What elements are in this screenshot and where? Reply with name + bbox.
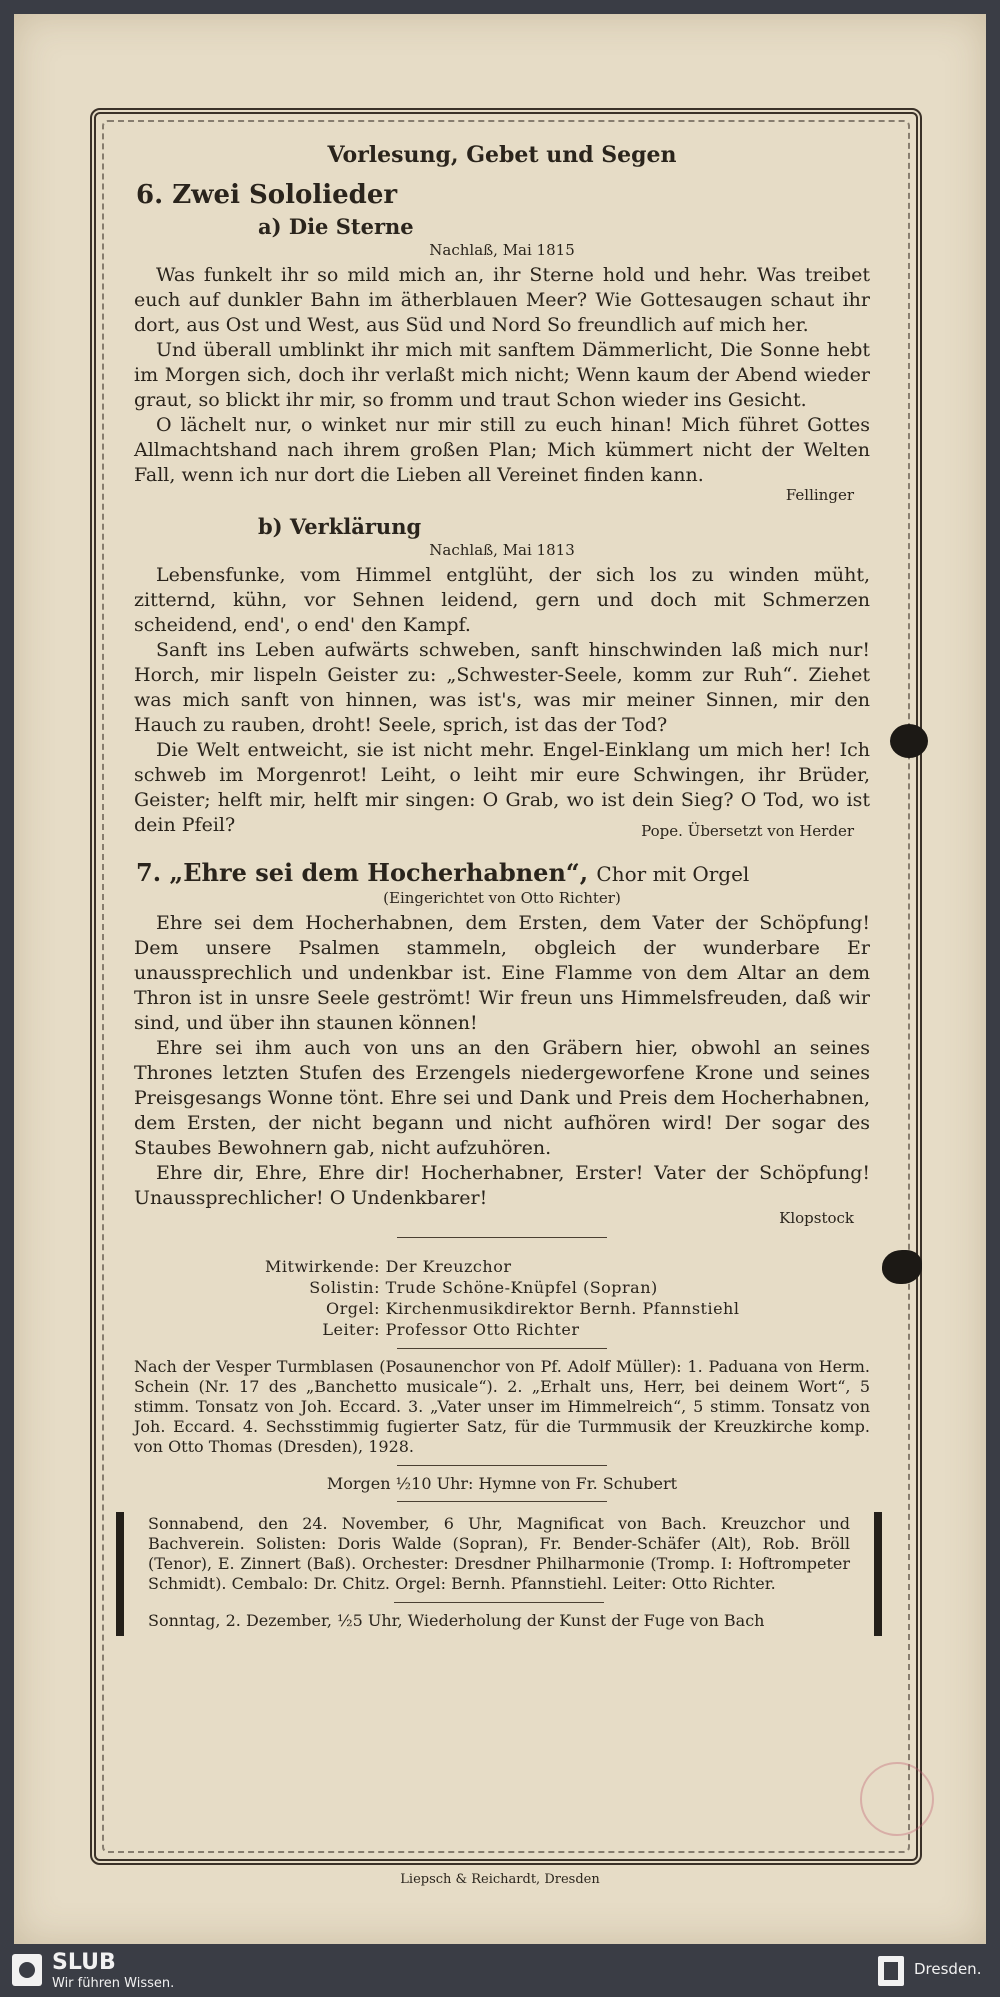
- song-a-note: Nachlaß, Mai 1815: [429, 241, 575, 259]
- divider: [394, 1602, 604, 1603]
- divider: [397, 1237, 607, 1238]
- credit-row: [210, 1256, 870, 1277]
- verse-stanza: Und überall umblinkt ihr mich mit sanftem Dämmerlicht, Die Sonne hebt im Morgen sich, doch ihr verlaßt mich nicht; Wenn kaum der Abend wieder graut, so blickt ihr mir, so fromm und traut Schon wieder ins Gesicht.: [134, 339, 870, 411]
- credits-list: [210, 1256, 870, 1340]
- credit-label: Mitwirkende:: [265, 1257, 380, 1276]
- song-a-author: Fellinger: [785, 486, 854, 504]
- song-b-title: b) Verklärung: [258, 514, 422, 539]
- section6-title: 6. Zwei Sololieder: [136, 180, 398, 210]
- credit-label: Solistin:: [309, 1278, 380, 1297]
- divider: [397, 1501, 607, 1502]
- city-crest-icon[interactable]: [878, 1956, 904, 1986]
- credit-row: [210, 1298, 870, 1319]
- credit-label: Leiter:: [322, 1320, 380, 1339]
- viewer-footer: [0, 1946, 1000, 1997]
- divider: [397, 1465, 607, 1466]
- ink-stain: [882, 1250, 922, 1284]
- section7-note: (Eingerichtet von Otto Richter): [383, 889, 621, 907]
- verse-stanza: O lächelt nur, o winket nur mir still zu euch hinan! Mich führet Gottes Allmachtshand nach ihrem großen Plan; Mich kümmert nicht der Welten Fall, wenn ich nur dort die Lieben all Vereinet finden kann.: [134, 414, 870, 486]
- credit-value: Trude Schöne-Knüpfel (Sopran): [385, 1278, 658, 1297]
- song-b-text: [134, 563, 870, 838]
- vesper-note: Nach der Vesper Turmblasen (Posaunenchor von Pf. Adolf Müller): 1. Paduana von Herm. Schein (Nr. 17 des „Banchetto musicale“). 2. „Erhalt uns, Herr, bei deinem Wort“, 5 stimm. Tonsatz von Joh. Eccard. 3. „Vater unser im Himmelreich“, 5 stimm. Tonsatz von Joh. Eccard. 4. Sechsstimmig fugierter Satz, für die Turmmusik der Kreuzkirche komp. von Otto Thomas (Dresden), 1928.: [134, 1357, 870, 1456]
- section7-title: [136, 858, 870, 887]
- credit-value: Der Kreuzchor: [385, 1257, 512, 1276]
- footer-brand[interactable]: SLUB: [52, 1950, 116, 1975]
- printer-credit: Liepsch & Reichardt, Dresden: [400, 1872, 600, 1887]
- song-a-text: [134, 263, 870, 488]
- section7-author: Klopstock: [779, 1209, 854, 1227]
- library-stamp: [860, 1762, 934, 1836]
- song-a-title: a) Die Sterne: [258, 214, 414, 239]
- tomorrow-note: Morgen ½10 Uhr: Hymne von Fr. Schubert: [326, 1474, 678, 1493]
- slub-logo-icon[interactable]: [12, 1954, 42, 1986]
- section7-title-main: 7. „Ehre sei dem Hocherhabnen“,: [136, 858, 589, 887]
- verse-stanza: Ehre dir, Ehre, Ehre dir! Hocherhabner, Erster! Vater der Schöpfung! Unaussprechlicher! O Undenkbarer!: [134, 1162, 870, 1209]
- program-content: [134, 132, 870, 1636]
- song-b-note: Nachlaß, Mai 1813: [429, 541, 575, 559]
- saturday-announcement: Sonnabend, den 24. November, 6 Uhr, Magnificat von Bach. Kreuzchor und Bachverein. Solisten: Doris Walde (Sopran), Fr. Bender-Schäfer (Alt), Rob. Bröll (Tenor), E. Zinnert (Baß). Orchester: Dresdner Philharmonie (Tromp. I: Hoftrompeter Schmidt). Cembalo: Dr. Chitz. Orgel: Bernh. Pfannstiehl. Leiter: Otto Richter.: [148, 1514, 850, 1593]
- credit-label: Orgel:: [326, 1299, 380, 1318]
- verse-stanza: Lebensfunke, vom Himmel entglüht, der sich los zu winden müht, zitternd, kühn, vor Sehnen leidend, gern und doch mit Schmerzen scheidend, end', o end' den Kampf.: [134, 564, 870, 636]
- page-header: Vorlesung, Gebet und Segen: [327, 142, 677, 168]
- verse-text: Die Welt entweicht, sie ist nicht mehr. Engel-Einklang um mich her! Ich schweb im Morgenrot! Leiht, o leiht mir eure Schwingen, ihr Brüder, Geister; helft mir, helft mir singen: O Grab, wo ist dein Sieg? O Tod, wo ist dein Pfeil?: [134, 739, 870, 836]
- ink-stain: [890, 724, 928, 758]
- footer-city[interactable]: [914, 1960, 981, 1978]
- city-name: Dresden.: [914, 1960, 982, 1978]
- verse-stanza: Ehre sei ihm auch von uns an den Gräbern hier, obwohl an seines Thrones letzten Stufen des Erzengels niedergeworfene Krone und seines Preisgesangs Wonne tönt. Ehre sei und Dank und Preis dem Hocherhabnen, dem Ersten, der nicht begann und nicht aufhören wird! Der sogar des Staubes Bewohnern gab, nicht aufzuhören.: [134, 1037, 870, 1159]
- verse-stanza: [134, 738, 870, 838]
- announcement-box: [116, 1512, 882, 1636]
- section7-title-extra: Chor mit Orgel: [596, 862, 750, 886]
- verse-stanza: Ehre sei dem Hocherhabnen, dem Ersten, dem Vater der Schöpfung! Dem unsere Psalmen stammeln, obgleich der wunderbare Er unaussprechlich und undenkbar ist. Eine Flamme von dem Altar an dem Thron ist in unsre Seele geströmt! Wir freun uns Himmelsfreuden, daß wir sind, und über ihn staunen können!: [134, 912, 870, 1034]
- verse-stanza: Sanft ins Leben aufwärts schweben, sanft hinschwinden laß mich nur! Horch, mir lispeln Geister zu: „Schwester-Seele, komm zur Ruh“. Ziehet was mich sanft von hinnen, was ist's, was mir meiner Sinnen, mir den Hauch zu rauben, droht! Seele, sprich, ist das der Tod?: [134, 639, 870, 736]
- verse-stanza: Was funkelt ihr so mild mich an, ihr Sterne hold und hehr. Was treibet euch auf dunkler Bahn im ätherblauen Meer? Wie Gottesaugen schaut ihr dort, aus Ost und West, aus Süd und Nord So freundlich auf mich her.: [134, 264, 870, 336]
- footer-tagline: Wir führen Wissen.: [52, 1976, 175, 1991]
- song-b-author: Pope. Übersetzt von Herder: [641, 822, 854, 840]
- divider: [397, 1348, 607, 1349]
- credit-value: Kirchenmusikdirektor Bernh. Pfannstiehl: [385, 1299, 740, 1318]
- credit-row: [210, 1319, 870, 1340]
- sunday-announcement: Sonntag, 2. Dezember, ½5 Uhr, Wiederholung der Kunst der Fuge von Bach: [148, 1611, 765, 1630]
- section7-text: [134, 911, 870, 1211]
- credit-value: Professor Otto Richter: [385, 1320, 580, 1339]
- credit-row: [210, 1277, 870, 1298]
